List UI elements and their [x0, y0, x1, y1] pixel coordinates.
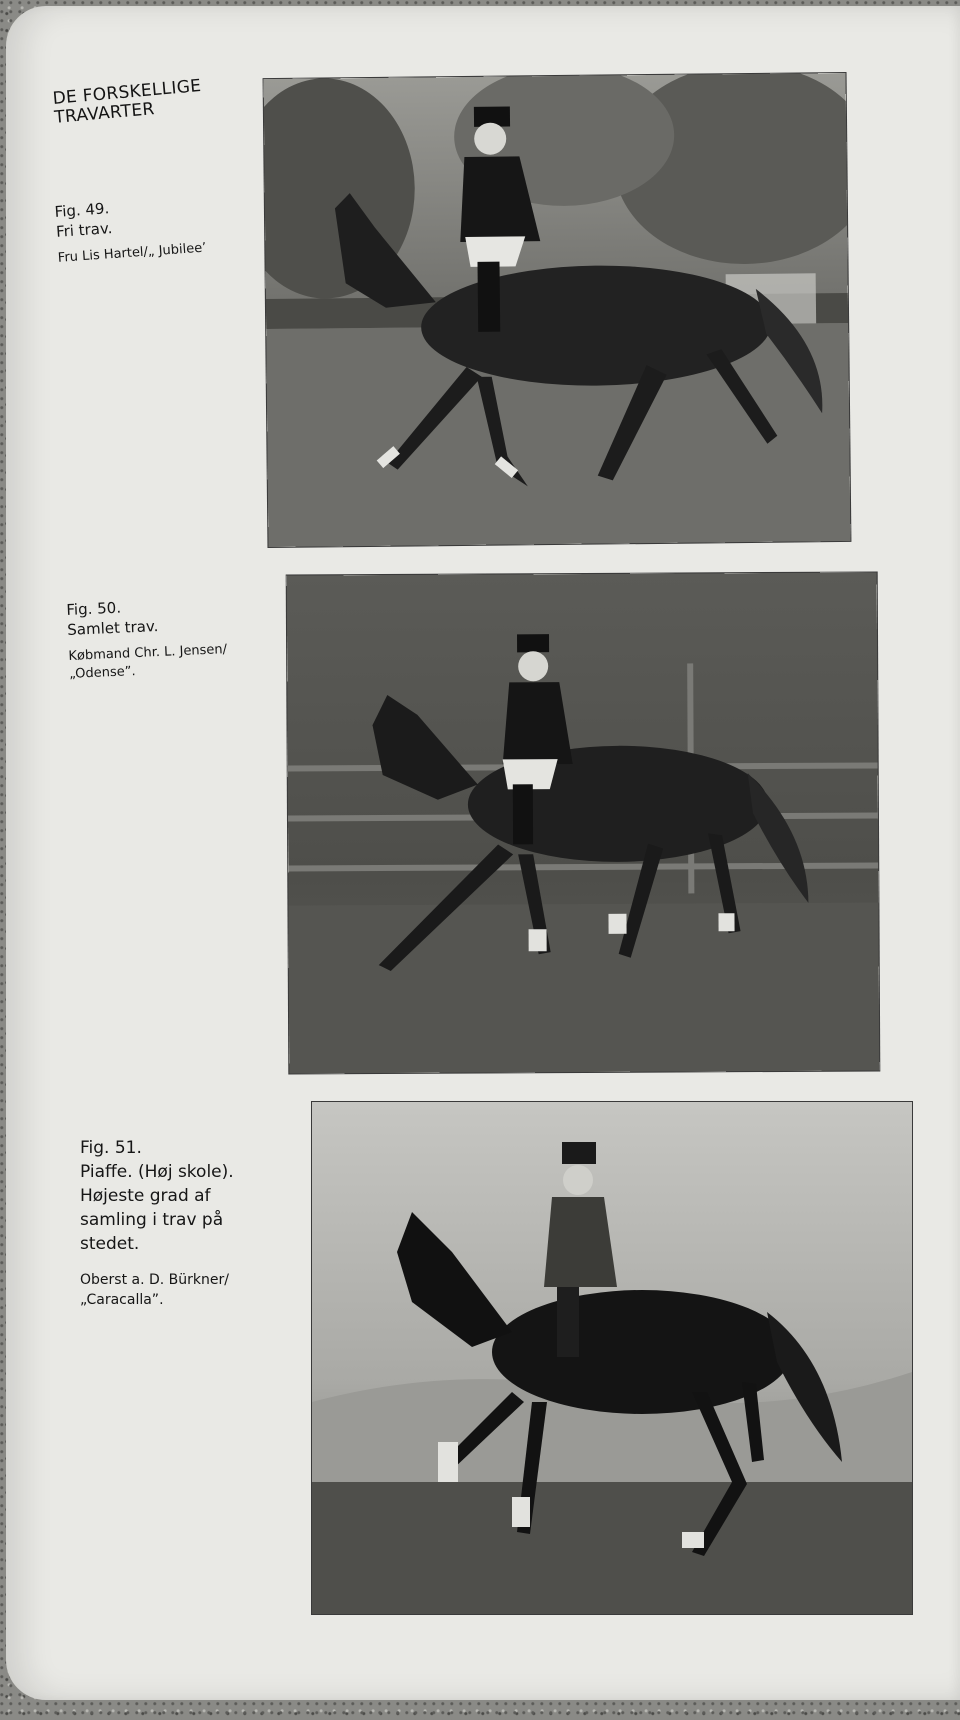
chapter-heading: DE FORSKELLIGE TRAVARTER: [51, 76, 203, 128]
photo-piaffe: [312, 1102, 912, 1614]
figure-caption-50: [66, 591, 269, 684]
figure-number: Fig. 51.: [80, 1138, 142, 1158]
book-page: [6, 6, 960, 1700]
figure-caption-49: [54, 188, 258, 268]
figure-credit: Købmand Chr. L. Jensen/„Odense”.: [68, 642, 228, 682]
horse-rider-illustration: [312, 1102, 912, 1614]
horse-rider-illustration: [264, 73, 851, 547]
figure-title: Fri trav.: [55, 219, 113, 241]
figure-title: Samlet trav.: [66, 617, 159, 639]
figure-credit: Fru Lis Hartel/„ Jubilee’: [57, 240, 207, 266]
figure-number: Fig. 50.: [66, 598, 122, 619]
figure-title: Piaffe. (Høj skole). Højeste grad af samling i trav på stedet.: [80, 1162, 234, 1254]
figure-credit: Oberst a. D. Bürkner/ „Caracalla”.: [80, 1272, 229, 1308]
figure-number: Fig. 49.: [54, 199, 110, 221]
figure-caption-51: [80, 1136, 280, 1310]
horse-rider-illustration: [287, 572, 880, 1073]
photo-collected-trot: [287, 572, 880, 1073]
photo-extended-trot: [264, 73, 851, 547]
